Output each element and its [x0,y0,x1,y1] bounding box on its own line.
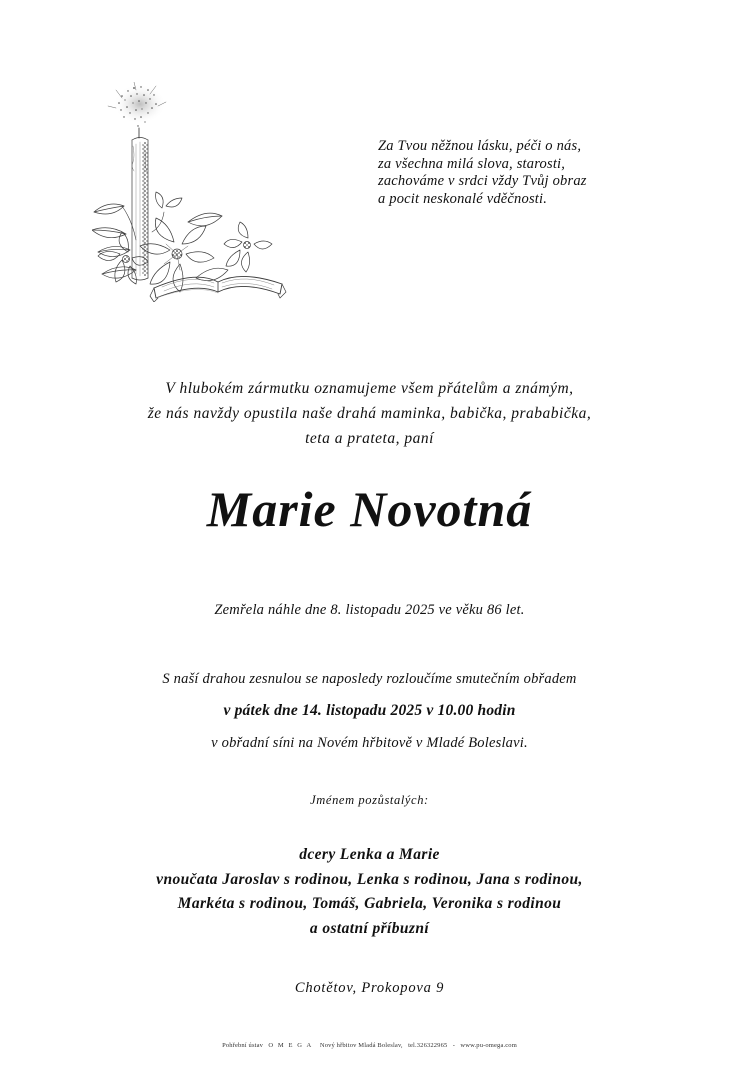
ceremony-intro: S naší drahou zesnulou se naposledy rozloučíme smutečním obřadem [162,671,577,687]
provider-name: O M E G A [268,1042,313,1049]
ceremony-place: v obřadní síni na Novém hřbitově v Mladé Boleslavi. [211,735,528,751]
ceremony-details [0,663,739,759]
survivors-heading: Jménem pozůstalých: [310,793,429,807]
survivors-line: dcery Lenka a Marie [299,846,440,863]
survivors-list [0,843,739,941]
lily-icon [140,218,214,292]
deceased-name: Marie Novotná [206,481,533,537]
leaves-icon [188,213,228,281]
survivors-line: Markéta s rodinou, Tomáš, Gabriela, Veronika s rodinou [177,895,562,912]
family-address: Chotětov, Prokopova 9 [294,980,445,996]
provider-label: Pohřební ústav [222,1042,264,1049]
survivors-line: vnoučata Jaroslav s rodinou, Lenka s rodinou, Jana s rodinou, [156,870,583,888]
provider-phone: tel.326322965 [408,1042,448,1049]
funeral-home-footer [0,1042,739,1049]
verse-line: a pocit neskonalé vděčnosti. [378,190,548,207]
death-date-line: Zemřela náhle dne 8. listopadu 2025 ve věku 86 let. [214,602,525,618]
candle-flowers-book-engraving [92,82,287,302]
flower-icon [224,222,272,272]
provider-website[interactable]: www.pu-omega.com [460,1042,517,1049]
announcement-line: V hlubokém zármutku oznamujeme všem přátelům a známým, [165,380,574,397]
memorial-verse [378,138,678,208]
open-book-icon [150,276,286,302]
announcement-line: že nás navždy opustila naše drahá maminka, babička, prababička, [147,405,592,422]
verse-line: zachováme v srdci vždy Tvůj obraz [378,173,587,189]
announcement-text [0,376,739,451]
announcement-line: teta a prateta, paní [305,430,434,447]
ceremony-datetime: v pátek dne 14. listopadu 2025 v 10.00 hodin [223,702,516,719]
verse-line: Za Tvou něžnou lásku, péči o nás, [378,138,582,154]
provider-location: Nový hřbitov Mladá Boleslav, [319,1042,403,1049]
verse-line: za všechna milá slova, starosti, [378,155,566,172]
footer-separator: - [452,1042,456,1049]
survivors-line: a ostatní příbuzní [309,919,430,937]
flame-glow-icon [108,82,166,127]
